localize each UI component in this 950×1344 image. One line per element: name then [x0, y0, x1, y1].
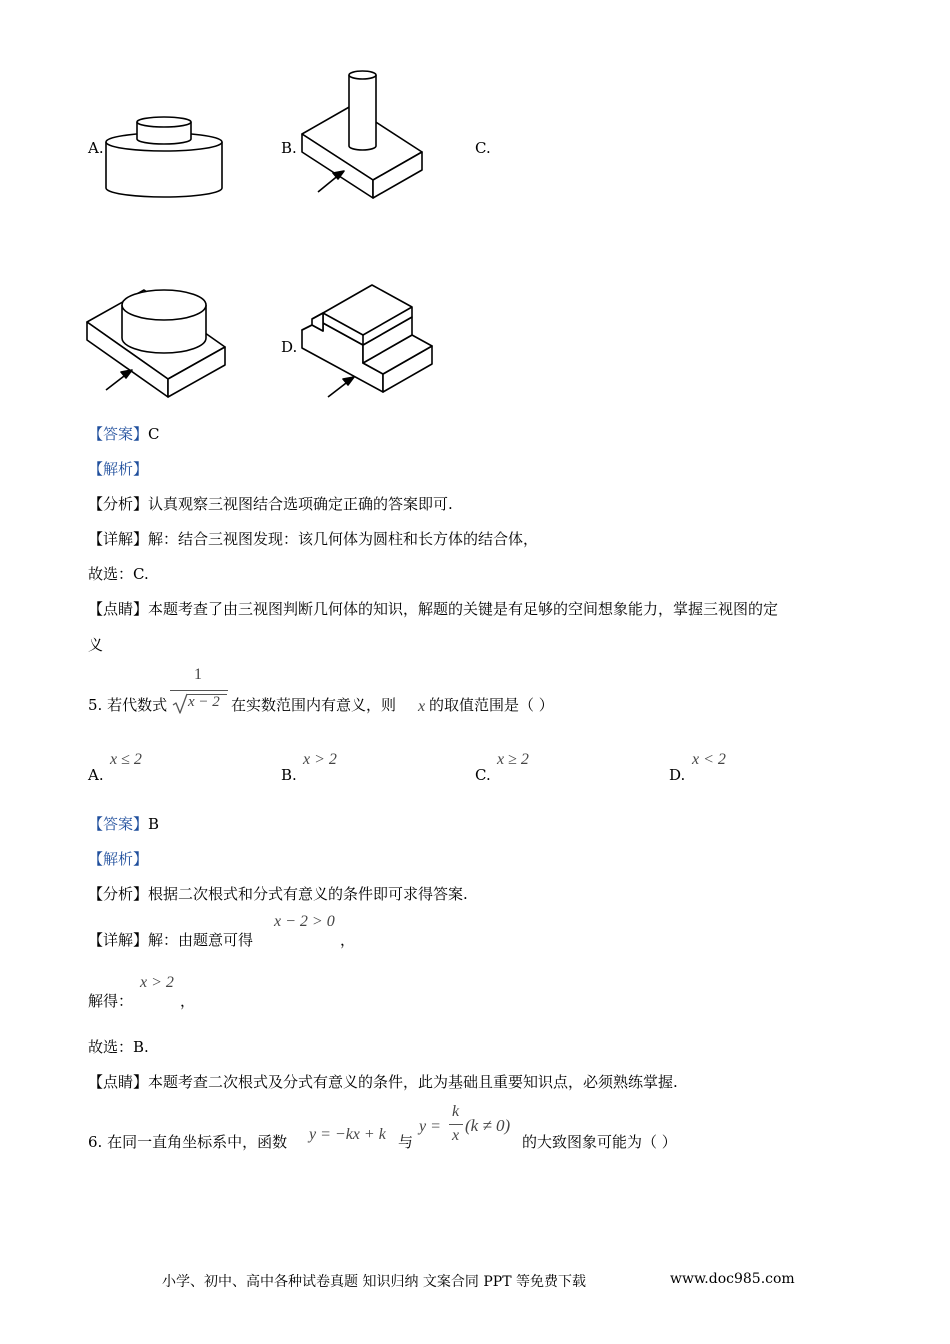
- q5-option-c-expr: x ≥ 2: [497, 751, 529, 768]
- answer-value: B: [148, 815, 160, 833]
- q5-fraction: [170, 666, 228, 716]
- answer-value: C: [148, 425, 160, 443]
- q4-fenxi-line: [88, 493, 453, 514]
- fenxi-text: 根据二次根式和分式有意义的条件即可求得答案.: [148, 885, 468, 903]
- q5-xiangjie-line: [88, 929, 253, 950]
- q5-choose: 故选：B.: [88, 1038, 149, 1056]
- footer-site-link[interactable]: www.doc985.com: [670, 1271, 795, 1287]
- q5-prefix: 5. 若代数式: [88, 696, 168, 714]
- q5-condition: x − 2 > 0: [274, 913, 335, 930]
- q5-option-d-label: D.: [669, 766, 686, 784]
- q5-option-a-expr: x ≤ 2: [110, 751, 142, 768]
- q6-and: 与: [398, 1133, 414, 1151]
- dianjing-text: 本题考查二次根式及分式有意义的条件，此为基础且重要知识点，必须熟练掌握.: [148, 1073, 678, 1091]
- analysis-tag: 【解析】: [88, 460, 149, 478]
- q5-answer-line: [88, 813, 159, 834]
- q5-var: x: [418, 698, 426, 715]
- q4-dianjing-line: [88, 598, 778, 619]
- option-d-label: D.: [281, 338, 298, 356]
- q5-solve-expr: x > 2: [140, 974, 174, 991]
- q6-suffix: 的大致图象可能为（ ）: [522, 1133, 677, 1151]
- q5-frac-bar: [170, 690, 228, 691]
- xiangjie-text: 解：结合三视图发现：该几何体为圆柱和长方体的结合体，: [148, 530, 539, 548]
- q5-solve-label: 解得：: [88, 992, 134, 1010]
- analysis-tag: 【解析】: [88, 850, 149, 868]
- answer-tag: 【答案】: [88, 815, 149, 833]
- q5-middle: 在实数范围内有意义，则: [231, 696, 397, 714]
- dianjing-tag: 【点睛】: [88, 600, 149, 618]
- option-a-label: A.: [88, 139, 104, 157]
- q6-func1: y = −kx + k: [309, 1126, 386, 1143]
- option-c-label: C.: [475, 139, 491, 157]
- q5-frac-numerator: 1: [194, 666, 202, 683]
- q5-option-b-label: B.: [281, 766, 297, 784]
- q6-func2-cond: (k ≠ 0): [465, 1116, 511, 1135]
- q5-condition-comma: ，: [340, 931, 356, 949]
- q5-suffix: 的取值范围是（ ）: [429, 696, 554, 714]
- q4-xiangjie-line: [88, 528, 538, 549]
- fenxi-tag: 【分析】: [88, 885, 149, 903]
- xiangjie-tag: 【详解】: [88, 530, 149, 548]
- q5-option-a-label: A.: [88, 766, 104, 784]
- q5-radicand: x − 2: [188, 694, 220, 710]
- q5-option-c-label: C.: [475, 766, 491, 784]
- q5-option-d-expr: x < 2: [692, 751, 726, 768]
- q5-option-b-expr: x > 2: [303, 751, 337, 768]
- option-b-figure: [296, 70, 431, 205]
- xiangjie-text: 解：由题意可得: [148, 931, 254, 949]
- q5-fenxi-line: [88, 883, 468, 904]
- q4-dianjing-cont: 义: [88, 636, 104, 654]
- fenxi-tag: 【分析】: [88, 495, 149, 513]
- dianjing-text: 本题考查了由三视图判断几何体的知识，解题的关键是有足够的空间想象能力，掌握三视图的定: [148, 600, 779, 618]
- q6-prefix: 6. 在同一直角坐标系中，函数: [88, 1133, 288, 1151]
- footer-text: 小学、初中、高中各种试卷真题 知识归纳 文案合同 PPT 等免费下载: [162, 1274, 586, 1290]
- option-d-figure: [296, 282, 441, 402]
- q6-func2-lhs: y =: [419, 1118, 441, 1135]
- xiangjie-tag: 【详解】: [88, 931, 149, 949]
- q4-choose: 故选：C.: [88, 565, 149, 583]
- q6-func2-num: k: [452, 1103, 460, 1120]
- option-a-figure: [100, 112, 230, 202]
- answer-tag: 【答案】: [88, 425, 149, 443]
- q5-dianjing-line: [88, 1071, 678, 1092]
- q5-solve-comma: ，: [180, 992, 196, 1010]
- radical-sign-icon: [172, 693, 188, 715]
- dianjing-tag: 【点睛】: [88, 1073, 149, 1091]
- q4-answer-line: [88, 423, 160, 444]
- q6-frac-bar: [449, 1124, 463, 1125]
- option-c-figure: [84, 280, 229, 400]
- q6-func2-den: x: [452, 1127, 460, 1144]
- option-b-label: B.: [281, 139, 297, 157]
- fenxi-text: 认真观察三视图结合选项确定正确的答案即可.: [148, 495, 453, 513]
